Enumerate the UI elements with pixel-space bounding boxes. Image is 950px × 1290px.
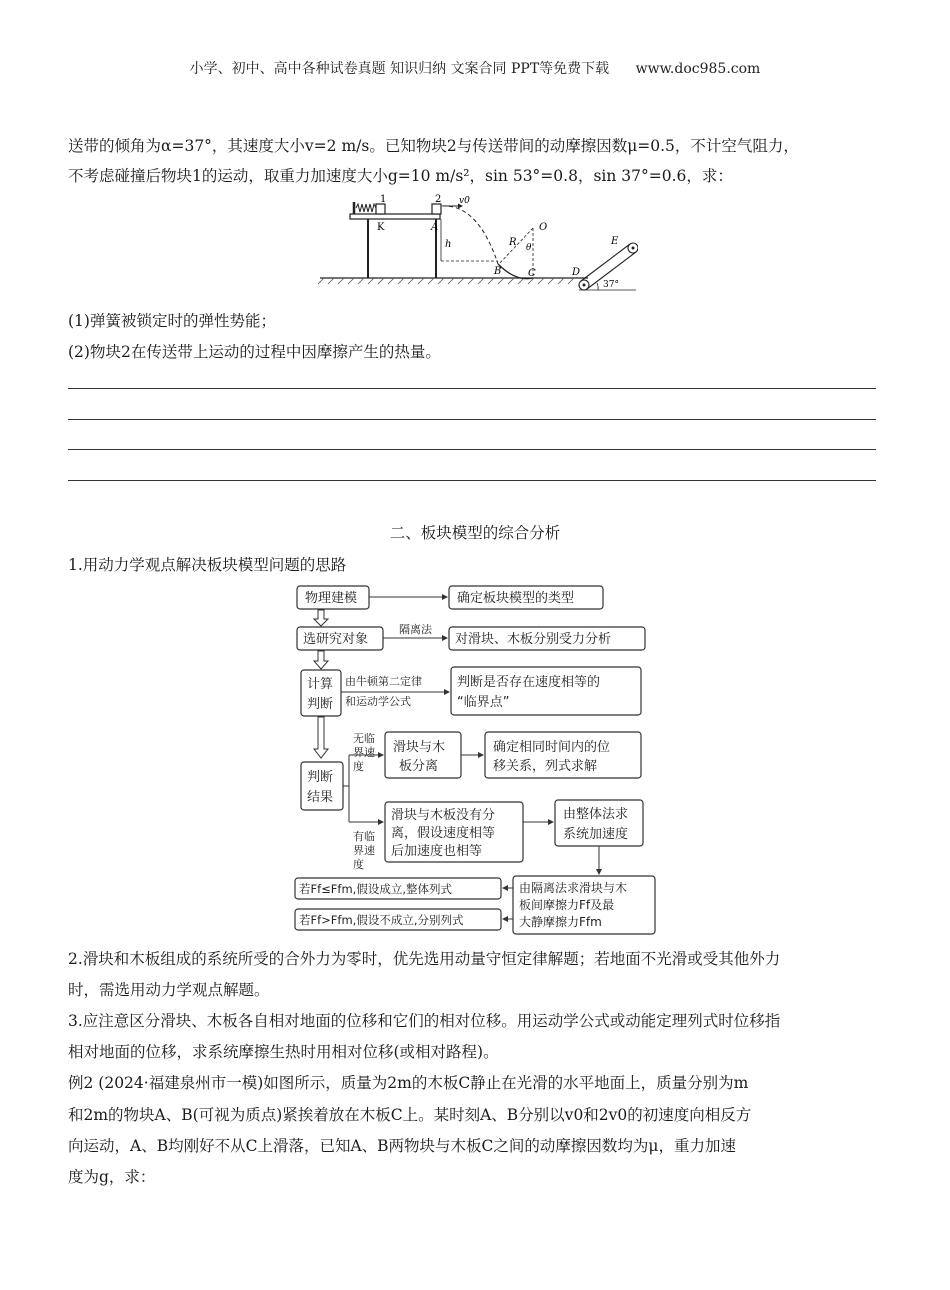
- fc-isolation-2: 板间摩擦力Ff及最: [519, 898, 615, 912]
- label-block2: 2: [435, 194, 442, 205]
- question-2: (2)物块2在传送带上运动的过程中因摩擦产生的热量。: [68, 343, 441, 361]
- fc-calc-1: 计算: [307, 677, 334, 692]
- label-angle: 37°: [603, 280, 619, 290]
- fc-isolation-label: 隔离法: [399, 623, 432, 636]
- answer-line[interactable]: [68, 388, 876, 389]
- label-C: C: [528, 268, 536, 279]
- answer-line[interactable]: [68, 419, 876, 420]
- label-h: h: [445, 239, 452, 250]
- fc-whole-1: 由整体法求: [563, 807, 629, 822]
- label-D: D: [572, 267, 581, 278]
- header-text: 小学、初中、高中各种试卷真题 知识归纳 文案合同 PPT等免费下载: [189, 61, 610, 77]
- fc-cond1: 若Ff≤Ffm,假设成立,整体列式: [299, 882, 452, 896]
- fc-no-separate-1: 滑块与木板没有分: [391, 808, 496, 823]
- fc-calc-2: 判断: [307, 697, 334, 712]
- fc-judge-critical-1: 判断是否存在速度相等的: [457, 675, 601, 690]
- label-K: K: [377, 222, 385, 233]
- section-title: 二、板块模型的综合分析: [389, 524, 561, 542]
- fc-displacement-1: 确定相同时间内的位: [493, 740, 611, 755]
- trajectory: [442, 206, 498, 264]
- fc-no-critical-2: 界速: [353, 746, 375, 759]
- fc-isolation-1: 由隔离法求滑块与木: [519, 881, 628, 895]
- block-1: [376, 204, 385, 214]
- fc-whole-2: 系统加速度: [563, 827, 629, 842]
- fc-has-critical-3: 度: [353, 858, 364, 871]
- para-3-line-2: 相对地面的位移，求系统摩擦生热时用相对位移(或相对路程)。: [68, 1043, 499, 1061]
- fc-select-object: 选研究对象: [303, 632, 369, 647]
- fc-no-separate-2: 离，假设速度相等: [391, 826, 496, 841]
- fc-isolation-3: 大静摩擦力Ffm: [519, 915, 602, 929]
- answer-line[interactable]: [68, 480, 876, 481]
- fc-displacement-2: 移关系，列式求解: [493, 759, 598, 774]
- fc-result-1: 判断: [307, 770, 334, 785]
- fc-separate-2: 板分离: [399, 759, 439, 774]
- section-heading-1: 1.用动力学观点解决板块模型问题的思路: [68, 556, 347, 574]
- label-block1: 1: [380, 194, 387, 205]
- answer-line[interactable]: [68, 449, 876, 450]
- label-R: R: [509, 237, 517, 248]
- board-block-flowchart: [285, 582, 665, 937]
- example-line-3: 向运动，A、B均刚好不从C上滑落，已知A、B两物块与木板C之间的动摩擦因数均为μ，重力加速: [68, 1137, 736, 1155]
- fc-has-critical-2: 界速: [353, 844, 375, 857]
- fc-no-critical-3: 度: [353, 760, 364, 773]
- fc-newton-2: 和运动学公式: [345, 695, 411, 708]
- block-2: [432, 204, 441, 214]
- label-theta: θ: [526, 243, 532, 253]
- fc-result-2: 结果: [307, 790, 334, 805]
- label-O: O: [539, 222, 548, 233]
- para-2-line-1: 2.滑块和木板组成的系统所受的合外力为零时，优先选用动量守恒定律解题；若地面不光滑或受其他外力: [68, 950, 781, 968]
- spring-conveyor-figure: [318, 192, 638, 296]
- fc-no-separate-3: 后加速度也相等: [391, 844, 483, 859]
- problem-line-1: 送带的倾角为α=37°，其速度大小v=2 m/s。已知物块2与传送带间的动摩擦因数μ=0.5，不计空气阻力，: [68, 137, 799, 155]
- fc-determine-type: 确定板块模型的类型: [457, 591, 575, 606]
- table-top: [350, 214, 440, 219]
- example-line-1: 例2 (2024·福建泉州市一模)如图所示，质量为2m的木板C静止在光滑的水平地面上，质量分别为m: [68, 1074, 749, 1092]
- problem-line-2: 不考虑碰撞后物块1的运动，取重力加速度大小g=10 m/s²，sin 53°=0.8，sin 37°=0.6，求：: [68, 167, 733, 185]
- example-line-4: 度为g，求：: [68, 1168, 156, 1186]
- fc-newton-1: 由牛顿第二定律: [345, 675, 422, 688]
- fc-force-analysis: 对滑块、木板分别受力分析: [455, 632, 612, 647]
- fc-separate-1: 滑块与木: [393, 740, 446, 755]
- example-line-2: 和2m的物块A、B(可视为质点)紧挨着放在木板C上。某时刻A、B分别以v0和2v0的初速度向相反方: [68, 1106, 752, 1124]
- label-E: E: [611, 236, 619, 247]
- header-url[interactable]: www.doc985.com: [635, 61, 761, 77]
- angle-arc: [597, 283, 598, 290]
- label-A: A: [431, 222, 439, 233]
- fc-has-critical-1: 有临: [353, 830, 375, 843]
- fc-model: 物理建模: [305, 591, 358, 606]
- label-B: B: [494, 266, 502, 277]
- question-1: (1)弹簧被锁定时的弹性势能；: [68, 312, 276, 330]
- para-2-line-2: 时，需选用动力学观点解题。: [68, 981, 270, 999]
- fc-cond2: 若Ff>Ffm,假设不成立,分别列式: [299, 913, 464, 927]
- label-v0: v0: [459, 196, 470, 206]
- fc-judge-critical-2: “临界点”: [457, 695, 510, 710]
- fc-no-critical-1: 无临: [353, 732, 375, 745]
- spring-icon: [356, 204, 376, 212]
- page-header: [0, 58, 950, 78]
- para-3-line-1: 3.应注意区分滑块、木板各自相对地面的位移和它们的相对位移。用运动学公式或动能定理列式时位移指: [68, 1012, 781, 1030]
